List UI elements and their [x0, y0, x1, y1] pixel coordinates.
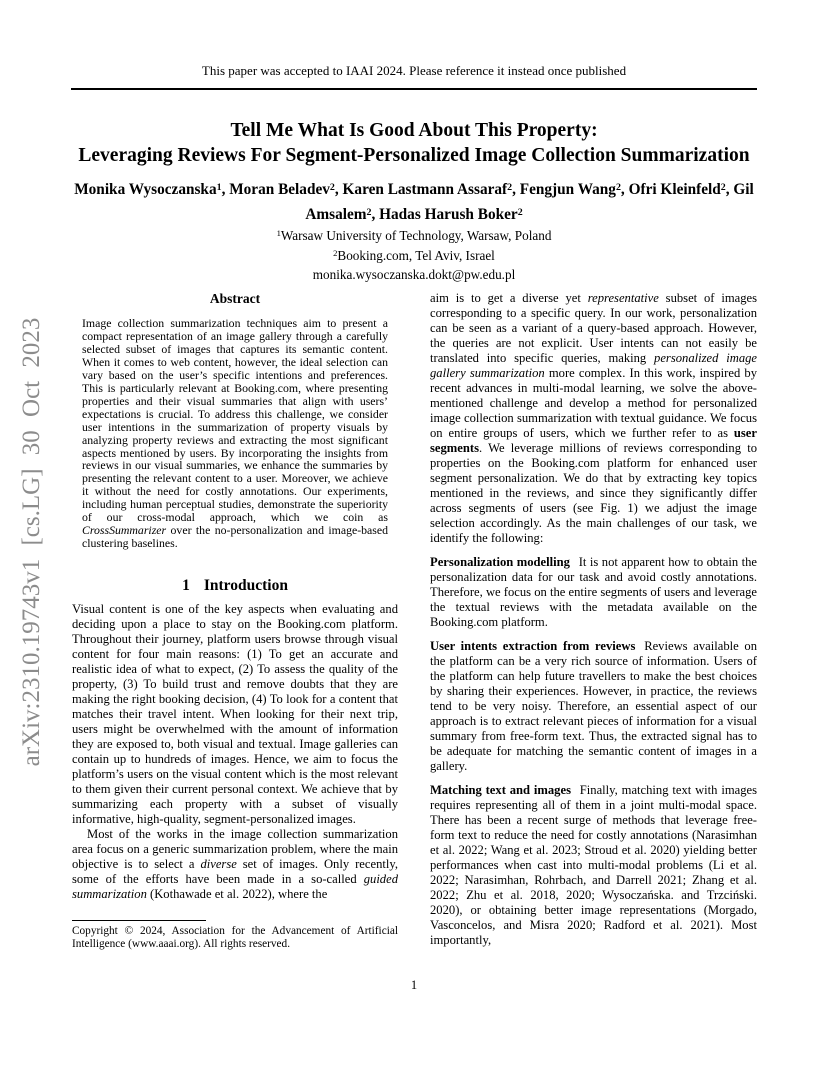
- paragraph-continuation: aim is to get a diverse yet representative subset of images corresponding to a specific query. In our work, personalization can be seen as a variant of a query-based approach. However, the queries are not explicit. User intents can not easily be translated into specific queries, making personalized image gallery summarization more complex. In this work, inspired by recent advances in multi-modal learning, we solve the above-mentioned challenge and develop a method for personalized image collection summarization with textual guidance. We focus on entire groups of users, which we further refer to as user segments. We leverage millions of reviews corresponding to properties on the Booking.com platform for enhanced user segment personalization. We do that by extracting key topics mentioned in the reviews, and since they significantly differ across segments of users (see Fig. 1) we adjust the image selection accordingly. As the main challenges of our task, we identify the following:: [430, 291, 758, 545]
- affiliations-block: [114, 227, 714, 285]
- right-column: [430, 291, 757, 961]
- authors-line: Monika Wysoczanska$^1$, Moran Beladev$^2$, Karen Lastmann Assaraf$^2$, Fengjun Wang$^2$, Ofri Kleinfeld$^2$, Gil Amsalem$^2$, Hadas Harush Boker$^2$: [74, 181, 754, 223]
- affiliation-warsaw: $^1$Warsaw University of Technology, Warsaw, Poland: [276, 228, 552, 243]
- section-title: Introduction: [203, 577, 288, 594]
- header-rule: [71, 88, 757, 90]
- paragraph-personalization-modelling: Personalization modelling It is not apparent how to obtain the personalization data for our task and avoid costly annotations. Therefore, we focus on the entire segments of users and leverage the textual reviews with the metadata available on the Booking.com platform.: [430, 555, 757, 629]
- copyright-notice: Copyright © 2024, Association for the Advancement of Artificial Intelligence (www.aaai.org). All rights reserved.: [72, 925, 398, 951]
- page-number: 1: [410, 978, 418, 992]
- left-column: [72, 291, 398, 961]
- paper-title: [40, 118, 788, 168]
- arxiv-watermark: arXiv:2310.19743v1 [cs.LG] 30 Oct 2023: [18, 317, 45, 767]
- title-line-2: Leveraging Reviews For Segment-Personalized Image Collection Summarization: [78, 145, 750, 166]
- copyright-footnote: [72, 920, 398, 952]
- paragraph-user-intents-extraction: User intents extraction from reviews Reviews available on the platform can be a very rich source of information. Users of the platform can help future travellers to make the best choices by sharing their experiences. However, in practice, the reviews tend to be very noisy. Therefore, an essential aspect of our approach is to extract relevant pieces of information for a visual summary from free-form text. Thus, the extracted signal has to be adequate for matching the semantic content of images in a gallery.: [430, 639, 758, 773]
- contact-email: monika.wysoczanska.dokt@pw.edu.pl: [312, 267, 516, 282]
- section-heading-introduction: [72, 578, 398, 593]
- intro-paragraph-2: Most of the works in the image collection summarization area focus on a generic summarization problem, where the main objective is to select a diverse set of images. Only recently, some of the efforts have been made in a so-called guided summarization (Kothawade et al. 2022), where the: [72, 827, 398, 901]
- intro-paragraph-1: Visual content is one of the key aspects when evaluating and deciding upon a place to stay on the Booking.com platform. Throughout their journey, platform users browse through visual content for four main reasons: (1) To get an accurate and realistic idea of what to expect, (2) To assess the quality of the property, (3) To build trust and remove doubts that they are making the right booking decision, (4) To look for a content that matches their travel intent. When looking for their next trip, users might be overwhelmed with the amount of information they are exposed to, both visual and textual. Image galleries can contain up to hundreds of images. Hence, we aim to focus the platform’s users on the visual content which is the most relevant to them given their current personal context. We achieve that by summarizing each property with a subset of visually informative, high-quality, segment-personalized images.: [72, 602, 398, 826]
- paragraph-matching-text-images: Matching text and images Finally, matching text with images requires representing all of them in a joint multi-modal space. There has been a recent surge of methods that leverage free-form text to reduce the need for costly annotations (Narasimhan et al. 2022; Wang et al. 2023; Stroud et al. 2020) yielding better performances when cast into multi-modal problems (Li et al. 2022; Narasimhan, Rohrbach, and Darrell 2021; Zhang et al. 2022; Zhu et al. 2018, 2020; Wysoczańska. and Trzciński. 2020), or obtaining better image representations (Morgado, Vasconcelos, and Misra 2020; Radford et al. 2021). Most importantly,: [430, 783, 757, 947]
- abstract-heading: Abstract: [209, 291, 261, 306]
- title-line-1: Tell Me What Is Good About This Property:: [230, 120, 598, 141]
- introduction-text: [72, 602, 398, 902]
- section-number: 1: [182, 577, 190, 594]
- footnote-rule: [72, 920, 206, 921]
- abstract-text: Image collection summarization techniques aim to present a compact representation of an image gallery through a carefully selected subset of images that captures its semantic content. When it comes to web content, however, the ideal selection can vary based on the user’s specific intentions and preferences. This is particularly relevant at Booking.com, where presenting properties and their visual summaries that align with users’ expectations is crucial. To address this challenge, we consider user intentions in the summarization of property visuals by analyzing property reviews and extracting the most significant aspects mentioned by users. By incorporating the insights from reviews in our visual summaries, we enhance the summaries by presenting the relevant content to a user. Moreover, we achieve it without the need for costly annotations. Our experiments, including human perceptual studies, demonstrate the superiority of our cross-modal approach, which we coin as CrossSummarizer over the no-personalization and image-based clustering baselines.: [82, 316, 388, 551]
- accepted-notice: This paper was accepted to IAAI 2024. Please reference it instead once published: [201, 63, 627, 78]
- affiliation-booking: $^2$Booking.com, Tel Aviv, Israel: [333, 247, 495, 263]
